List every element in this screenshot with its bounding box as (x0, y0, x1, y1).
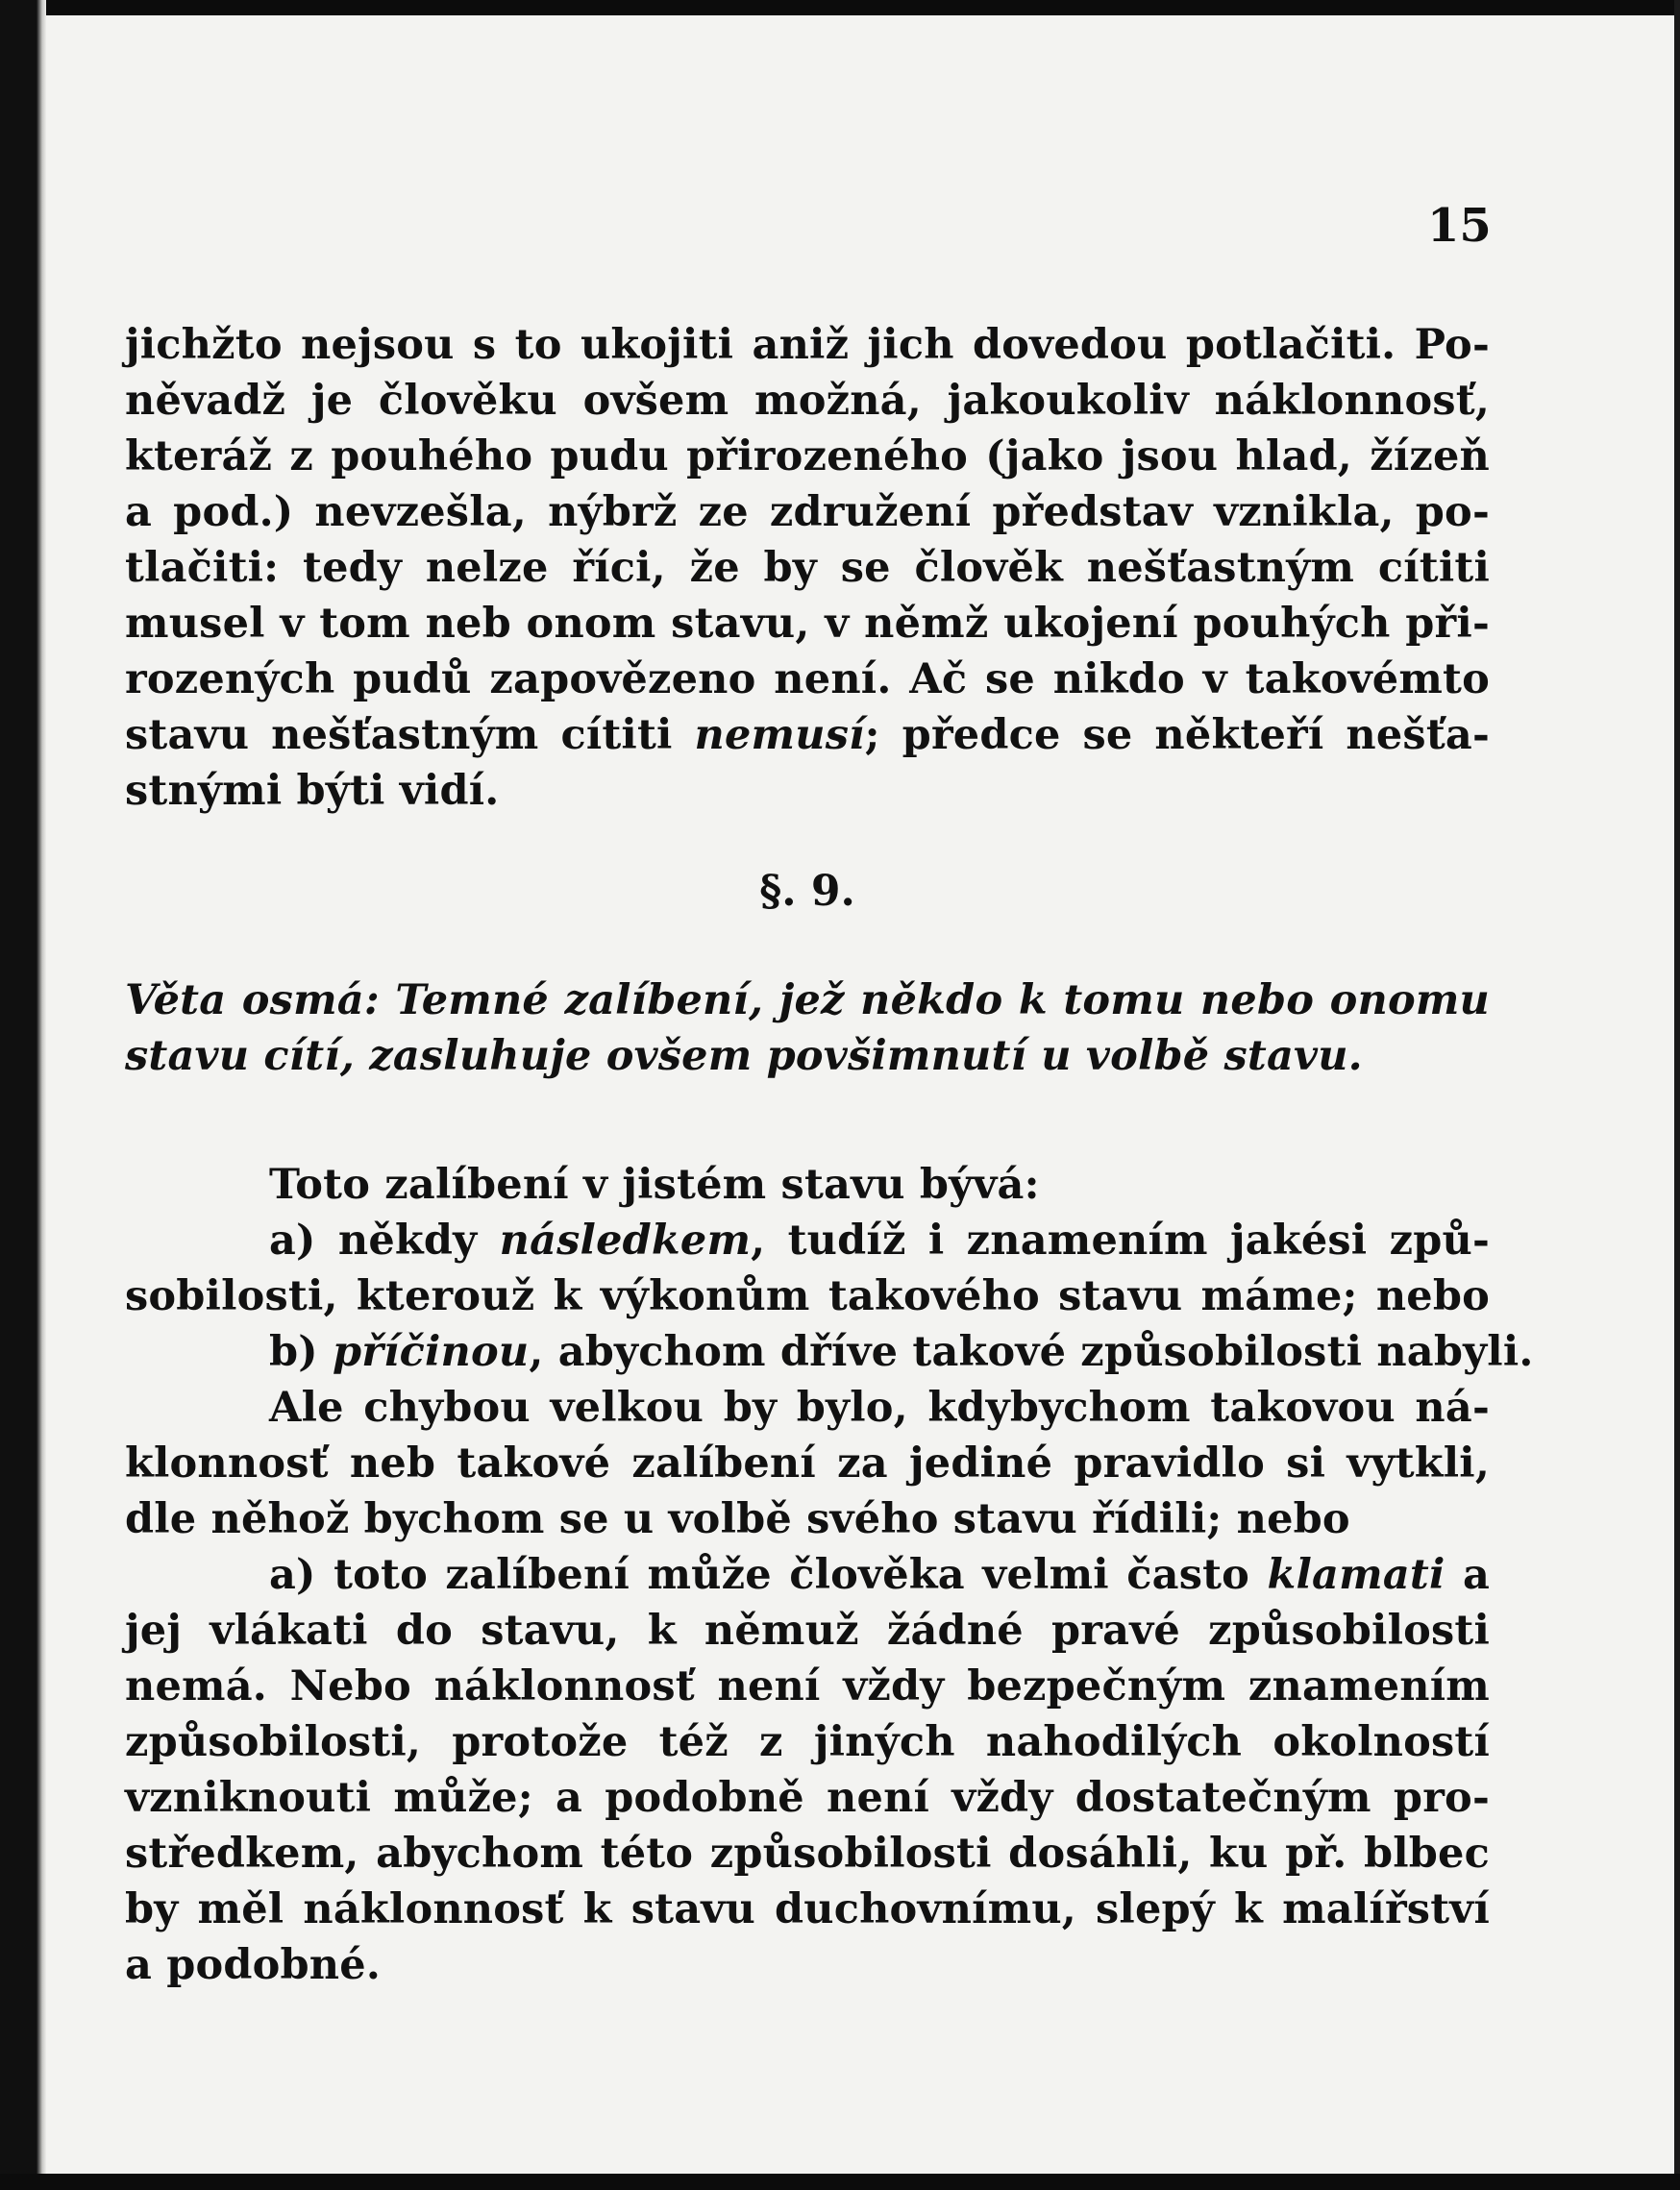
text-line: způsobilosti, protože též z jiných nahodilých okolností (125, 1718, 1490, 1766)
text-line (125, 707, 1490, 763)
text-line: jichžto nejsou s to ukojiti aniž jich dovedou potlačiti. Po- (125, 321, 1490, 369)
text-line: stnými býti vidí. (125, 767, 500, 815)
emphasis-text: klamati (1267, 1551, 1445, 1599)
text-span: , abychom dříve takové způsobilosti nabyli. (529, 1328, 1534, 1376)
emphasis-text: příčinou (332, 1328, 530, 1376)
text-line: rozených pudů zapovězeno není. Ač se nikdo v takovémto (125, 655, 1490, 703)
text-span: a) toto zalíbení může člověka velmi často (269, 1551, 1268, 1599)
scan-border-bottom (0, 2174, 1680, 2190)
text-line: něvadž je člověku ovšem možná, jakoukoliv náklonnosť, (125, 377, 1490, 425)
text-line: kteráž z pouhého pudu přirozeného (jako jsou hlad, žízeň (125, 432, 1490, 480)
book-page (125, 0, 1534, 2174)
text-line: jej vlákati do stavu, k němuž žádné pravé způsobilosti (125, 1607, 1490, 1655)
scan-border-left (0, 0, 46, 2190)
page-number: 15 (1427, 199, 1492, 253)
text-line: by měl náklonnosť k stavu duchovnímu, slepý k malířství (125, 1885, 1490, 1933)
text-span: a) někdy (269, 1217, 500, 1265)
emphasis-text: nemusí (694, 711, 865, 759)
text-line (269, 1213, 1490, 1268)
text-line: tlačiti: tedy nelze říci, že by se člověk nešťastným cítiti (125, 544, 1490, 592)
text-line: a podobné. (125, 1941, 381, 1989)
text-line (269, 1324, 1534, 1380)
text-span: stavu nešťastným cítiti (125, 711, 695, 759)
text-span: a (1445, 1551, 1491, 1599)
section-heading: §. 9. (759, 867, 855, 916)
text-line: a pod.) nevzešla, nýbrž ze združení představ vznikla, po- (125, 488, 1490, 536)
text-line: Ale chybou velkou by bylo, kdybychom takovou ná- (269, 1384, 1490, 1432)
text-line (269, 1547, 1490, 1603)
text-span: , tudíž i znamením jakési způ- (751, 1217, 1490, 1265)
text-line: vzniknouti může; a podobně není vždy dostatečným pro- (125, 1774, 1490, 1822)
emphasis-text: následkem (499, 1217, 752, 1265)
theorem-line: Věta osmá: Temné zalíbení, jež někdo k tomu nebo onomu (125, 976, 1490, 1024)
text-span: ; předce se někteří nešťa- (864, 711, 1490, 759)
text-line: středkem, abychom této způsobilosti dosáhli, ku př. blbec (125, 1830, 1490, 1878)
text-span: b) (269, 1328, 333, 1376)
theorem-line: stavu cítí, zasluhuje ovšem povšimnutí u volbě stavu. (125, 1032, 1363, 1080)
text-line: sobilosti, kterouž k výkonům takového stavu máme; nebo (125, 1272, 1490, 1320)
text-line: nemá. Nebo náklonnosť není vždy bezpečným znamením (125, 1662, 1490, 1710)
text-line: dle něhož bychom se u volbě svého stavu řídili; nebo (125, 1495, 1350, 1543)
text-line: musel v tom neb onom stavu, v němž ukojení pouhých při- (125, 600, 1490, 648)
text-line: klonnosť neb takové zalíbení za jediné pravidlo si vytkli, (125, 1439, 1490, 1488)
scan-border-right (1674, 0, 1680, 2190)
text-line: Toto zalíbení v jistém stavu bývá: (269, 1161, 1040, 1209)
